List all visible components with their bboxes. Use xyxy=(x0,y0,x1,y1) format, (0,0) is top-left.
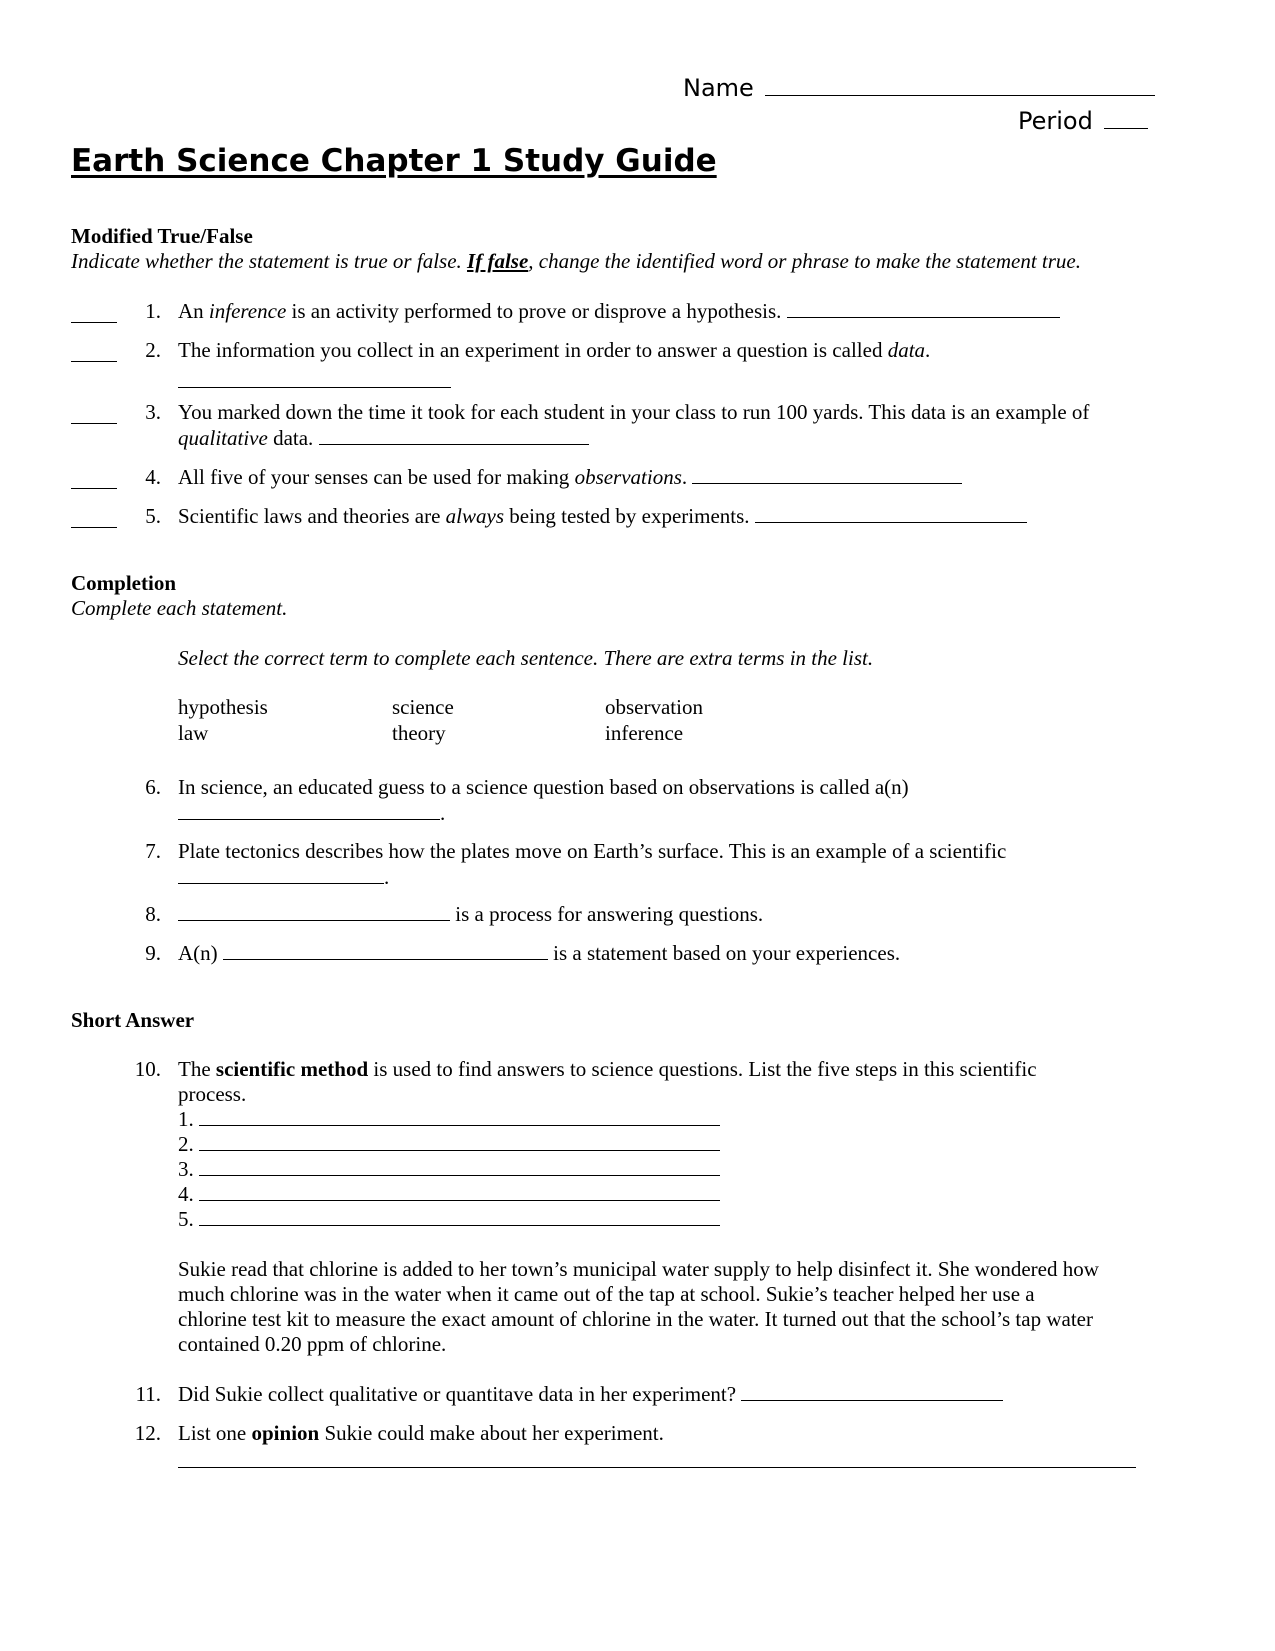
answer-blank-q4[interactable] xyxy=(71,470,117,489)
fill-blank-q7[interactable] xyxy=(178,865,384,884)
question-6: In science, an educated guess to a science question based on observations is called a(n) xyxy=(178,775,909,799)
question-11 xyxy=(178,1382,1003,1407)
question-7-blank-line xyxy=(178,865,389,890)
q-end: . xyxy=(384,865,390,889)
fill-blank-q8[interactable] xyxy=(178,902,450,921)
question-number: 10. xyxy=(134,1057,161,1081)
term-science: science xyxy=(392,695,454,719)
q-term: opinion xyxy=(251,1421,320,1445)
question-number: 5. xyxy=(145,504,161,528)
term-theory: theory xyxy=(392,721,446,745)
answer-blank-q12[interactable] xyxy=(178,1449,1136,1468)
term-law: law xyxy=(178,721,209,745)
q-term: qualitative xyxy=(178,426,268,450)
q-text: being tested by experiments. xyxy=(504,504,750,528)
q-text: is used to find answers to science questions. List the five steps in this scientific xyxy=(368,1057,1037,1081)
question-2 xyxy=(178,338,930,363)
q-text: Scientific laws and theories are xyxy=(178,504,446,528)
correction-blank-q4[interactable] xyxy=(692,465,962,484)
q-text: All five of your senses can be used for making xyxy=(178,465,575,489)
step-blank-5[interactable] xyxy=(199,1207,720,1226)
question-5 xyxy=(178,504,1027,529)
page-title: Earth Science Chapter 1 Study Guide xyxy=(71,143,717,179)
q-term: data xyxy=(887,338,926,362)
question-3-line1: You marked down the time it took for each student in your class to run 100 yards. This data is an example of xyxy=(178,400,1090,424)
q-term: scientific method xyxy=(215,1057,369,1081)
question-7: Plate tectonics describes how the plates move on Earth’s surface. This is an example of a scientific xyxy=(178,839,1007,863)
q-term: observations xyxy=(574,465,682,489)
answer-blank-q11[interactable] xyxy=(741,1382,1003,1401)
step-line-4 xyxy=(178,1182,720,1207)
question-number: 7. xyxy=(145,839,161,863)
question-number: 6. xyxy=(145,775,161,799)
q-text: data. xyxy=(267,426,314,450)
period-label: Period xyxy=(1018,107,1093,135)
q-text: Sukie could make about her experiment. xyxy=(319,1421,664,1445)
question-number: 2. xyxy=(145,338,161,362)
period-field xyxy=(1018,107,1148,135)
question-number: 4. xyxy=(145,465,161,489)
question-4 xyxy=(178,465,962,490)
step-number: 1. xyxy=(178,1107,194,1131)
step-blank-4[interactable] xyxy=(199,1182,720,1201)
period-blank[interactable] xyxy=(1104,110,1148,129)
correction-blank-q5[interactable] xyxy=(755,504,1027,523)
question-8 xyxy=(178,902,763,927)
section-heading-completion: Completion xyxy=(71,571,176,595)
answer-blank-q3[interactable] xyxy=(71,405,117,424)
question-9 xyxy=(178,941,900,966)
question-number: 8. xyxy=(145,902,161,926)
step-blank-1[interactable] xyxy=(199,1107,720,1126)
fill-blank-q6[interactable] xyxy=(178,801,440,820)
term-observation: observation xyxy=(605,695,703,719)
instr-text: Indicate whether the statement is true or false. xyxy=(71,249,468,273)
step-blank-2[interactable] xyxy=(199,1132,720,1151)
instr-if-false: If false xyxy=(467,249,529,273)
q-text: is an activity performed to prove or disprove a hypothesis. xyxy=(286,299,782,323)
section-heading-modified-tf: Modified True/False xyxy=(71,224,253,248)
q-text: is a process for answering questions. xyxy=(450,902,764,926)
passage-line: much chlorine was in the water when it came out of the tap at school. Sukie’s teacher helped her use a xyxy=(178,1282,1035,1306)
name-blank[interactable] xyxy=(765,77,1155,96)
q-text: List one xyxy=(178,1421,252,1445)
instr-text-post: , change the identified word or phrase to make the statement true. xyxy=(528,249,1081,273)
question-number: 9. xyxy=(145,941,161,965)
correction-blank-q1[interactable] xyxy=(787,299,1060,318)
passage-line: Sukie read that chlorine is added to her town’s municipal water supply to help disinfect it. She wondered how xyxy=(178,1257,1099,1281)
answer-blank-q2[interactable] xyxy=(71,343,117,362)
section-heading-short-answer: Short Answer xyxy=(71,1008,195,1032)
question-3-line2 xyxy=(178,426,589,451)
question-10 xyxy=(178,1057,1037,1082)
answer-blank-q5[interactable] xyxy=(71,509,117,528)
name-field xyxy=(683,74,1155,102)
question-6-blank-line xyxy=(178,801,445,826)
step-line-1 xyxy=(178,1107,720,1132)
completion-instructions: Complete each statement. xyxy=(71,596,288,620)
step-line-3 xyxy=(178,1157,720,1182)
term-inference: inference xyxy=(605,721,684,745)
question-number: 1. xyxy=(145,299,161,323)
select-instructions: Select the correct term to complete each sentence. There are extra terms in the list. xyxy=(178,646,874,670)
q-end: . xyxy=(440,801,446,825)
question-12 xyxy=(178,1421,664,1446)
answer-blank-q1[interactable] xyxy=(71,304,117,323)
q-text: Did Sukie collect qualitative or quantitave data in her experiment? xyxy=(178,1382,742,1406)
step-number: 3. xyxy=(178,1157,194,1181)
q-term: always xyxy=(445,504,504,528)
step-blank-3[interactable] xyxy=(199,1157,720,1176)
step-number: 2. xyxy=(178,1132,194,1156)
correction-blank-q2[interactable] xyxy=(178,369,451,388)
q-text: . xyxy=(925,338,931,362)
question-number: 3. xyxy=(145,400,161,424)
q-text: An xyxy=(178,299,209,323)
step-line-2 xyxy=(178,1132,720,1157)
q-text: The xyxy=(178,1057,216,1081)
q-text: . xyxy=(681,465,688,489)
q-text: A(n) xyxy=(178,941,223,965)
q-text: The information you collect in an experiment in order to answer a question is called xyxy=(178,338,888,362)
question-number: 11. xyxy=(135,1382,161,1406)
question-number: 12. xyxy=(134,1421,161,1445)
question-10-line2: process. xyxy=(178,1082,247,1106)
step-number: 5. xyxy=(178,1207,194,1231)
passage-line: chlorine test kit to measure the exact amount of chlorine in the water. It turned out that the school’s tap water xyxy=(178,1307,1093,1331)
fill-blank-q9[interactable] xyxy=(223,941,548,960)
step-line-5 xyxy=(178,1207,720,1232)
passage-line: contained 0.20 ppm of chlorine. xyxy=(178,1332,447,1356)
question-1 xyxy=(178,299,1060,324)
step-number: 4. xyxy=(178,1182,194,1206)
term-hypothesis: hypothesis xyxy=(178,695,268,719)
q-text: is a statement based on your experiences. xyxy=(547,941,901,965)
correction-blank-q3[interactable] xyxy=(319,426,589,445)
modified-tf-instructions xyxy=(71,249,1081,274)
name-label: Name xyxy=(683,74,754,102)
q-term: inference xyxy=(208,299,287,323)
